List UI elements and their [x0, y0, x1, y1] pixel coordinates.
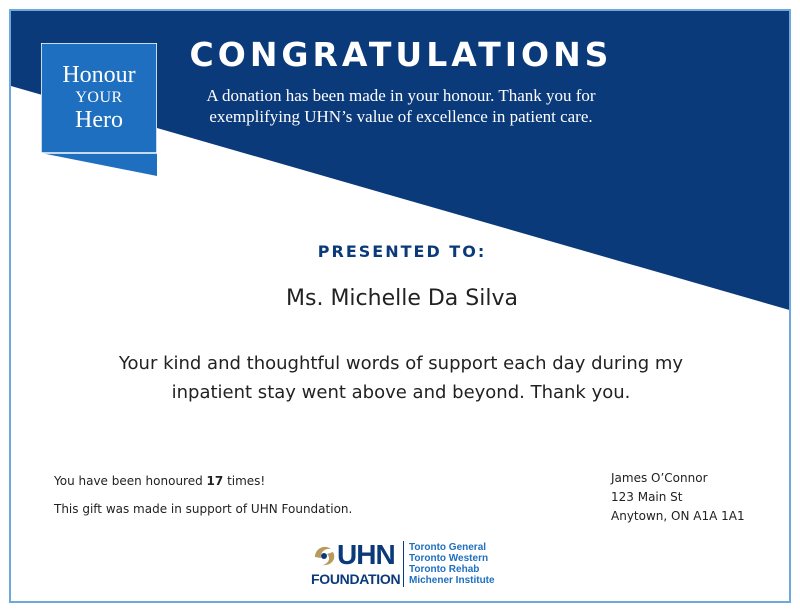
recipient-name: Ms. Michelle Da Silva	[286, 286, 518, 311]
sender-address	[611, 469, 781, 526]
congratulations-title: CONGRATULATIONS	[189, 35, 613, 74]
badge-text	[41, 63, 157, 132]
uhn-foundation-logo	[311, 539, 501, 591]
logo-site: Toronto Western	[409, 553, 489, 564]
logo-site: Toronto General	[409, 542, 487, 553]
sender-city: Anytown, ON A1A 1A1	[611, 509, 745, 523]
sender-name: James O’Connor	[611, 471, 708, 485]
tribute-message: Your kind and thoughtful words of support each day during my inpatient stay went above and beyond. Thank you.	[118, 353, 684, 403]
logo-sites-list	[409, 542, 495, 586]
support-note: This gift was made in support of UHN Foundation.	[54, 502, 353, 516]
logo-site: Michener Institute	[409, 575, 495, 586]
donation-subtitle: A donation has been made in your honour. Thank you for exemplifying UHN’s value of excellence in patient care.	[206, 86, 596, 126]
badge-line-honour: Honour	[62, 62, 136, 88]
badge-line-hero: Hero	[75, 107, 123, 133]
certificate-frame	[9, 9, 791, 603]
logo-divider	[403, 541, 404, 587]
logo-site: Toronto Rehab	[409, 564, 480, 575]
logo-foundation-text: FOUNDATION	[311, 571, 401, 587]
presented-to-label: PRESENTED TO:	[317, 242, 487, 261]
sender-street: 123 Main St	[611, 490, 683, 504]
logo-brand-text: UHN	[337, 539, 395, 570]
badge-line-your: YOUR	[75, 89, 123, 106]
honoured-count: 17	[206, 474, 224, 488]
honoured-suffix: times!	[223, 474, 266, 488]
honoured-count-note	[54, 474, 414, 488]
uhn-emblem-icon	[311, 543, 339, 567]
honour-notes	[54, 474, 414, 530]
honoured-prefix: You have been honoured	[54, 474, 207, 488]
